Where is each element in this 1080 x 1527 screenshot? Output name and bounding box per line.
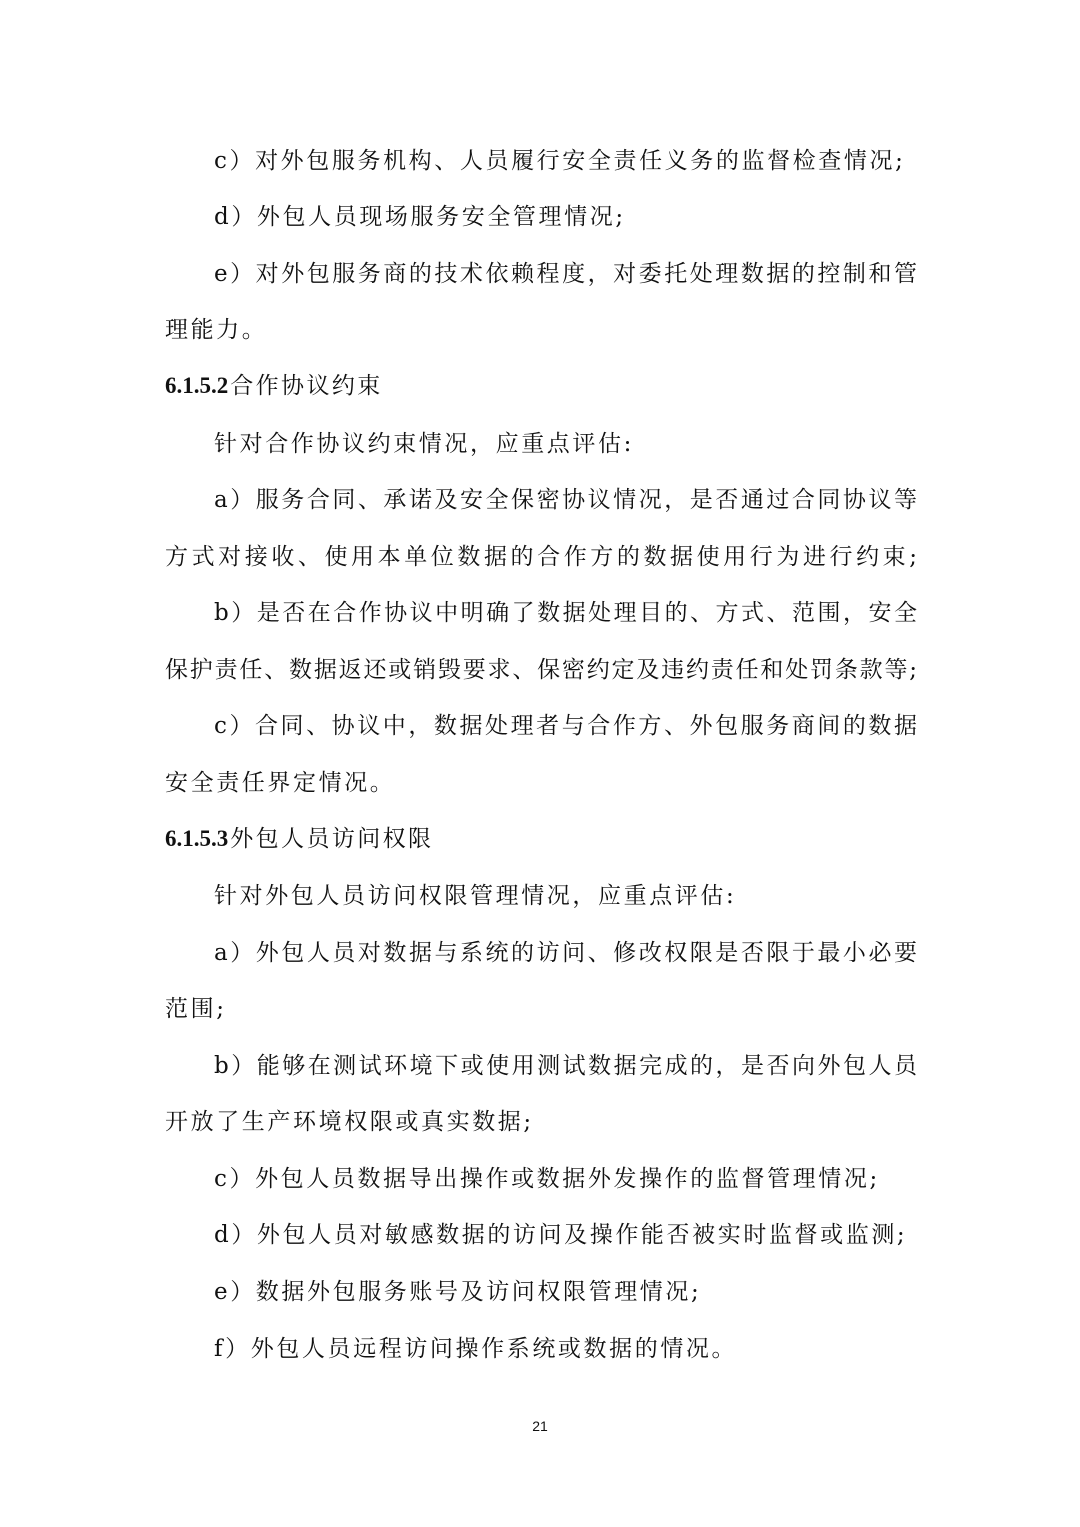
list-item-a-contract-line2: 方式对接收、使用本单位数据的合作方的数据使用行为进行约束; [165, 544, 917, 570]
section-title: 合作协议约束 [230, 373, 383, 399]
list-item-a-contract-line1: a）服务合同、承诺及安全保密协议情况，是否通过合同协议等 [214, 487, 917, 513]
list-item-b-test-env-line2: 开放了生产环境权限或真实数据; [165, 1109, 534, 1135]
list-item-d-realtime-monitoring: d）外包人员对敏感数据的访问及操作能否被实时监督或监测; [214, 1222, 908, 1248]
list-item-b-purpose-line1: b）是否在合作协议中明确了数据处理目的、方式、范围，安全 [214, 600, 917, 626]
list-item-d-onsite-security: d）外包人员现场服务安全管理情况; [214, 204, 626, 230]
list-item-f-remote-access: f）外包人员远程访问操作系统或数据的情况。 [214, 1336, 738, 1362]
list-item-b-purpose-line2: 保护责任、数据返还或销毁要求、保密约定及违约责任和处罚条款等; [165, 657, 917, 683]
list-item-c-responsibility-line1: c）合同、协议中，数据处理者与合作方、外包服务商间的数据 [214, 713, 917, 739]
section-heading-6-1-5-2 [165, 370, 917, 402]
list-item-b-test-env-line1: b）能够在测试环境下或使用测试数据完成的，是否向外包人员 [214, 1053, 917, 1079]
page-number: 21 [532, 1418, 548, 1434]
list-item-a-permission-line1: a）外包人员对数据与系统的访问、修改权限是否限于最小必要 [214, 940, 917, 966]
intro-paragraph-agreement: 针对合作协议约束情况，应重点评估: [214, 431, 634, 457]
intro-paragraph-access: 针对外包人员访问权限管理情况，应重点评估: [214, 883, 737, 909]
section-number: 6.1.5.2 [165, 373, 229, 398]
list-item-e-dependency-line2: 理能力。 [165, 317, 268, 343]
list-item-a-permission-line2: 范围; [165, 996, 227, 1022]
list-item-c-responsibility-line2: 安全责任界定情况。 [165, 770, 396, 796]
list-item-c-outsourcing-supervision: c）对外包服务机构、人员履行安全责任义务的监督检查情况; [214, 148, 906, 174]
list-item-e-dependency-line1: e）对外包服务商的技术依赖程度，对委托处理数据的控制和管 [214, 261, 917, 287]
section-title: 外包人员访问权限 [230, 826, 434, 852]
list-item-c-export-supervision: c）外包人员数据导出操作或数据外发操作的监督管理情况; [214, 1166, 880, 1192]
section-number: 6.1.5.3 [165, 826, 229, 851]
list-item-e-account-management: e）数据外包服务账号及访问权限管理情况; [214, 1279, 702, 1305]
section-heading-6-1-5-3 [165, 823, 917, 855]
